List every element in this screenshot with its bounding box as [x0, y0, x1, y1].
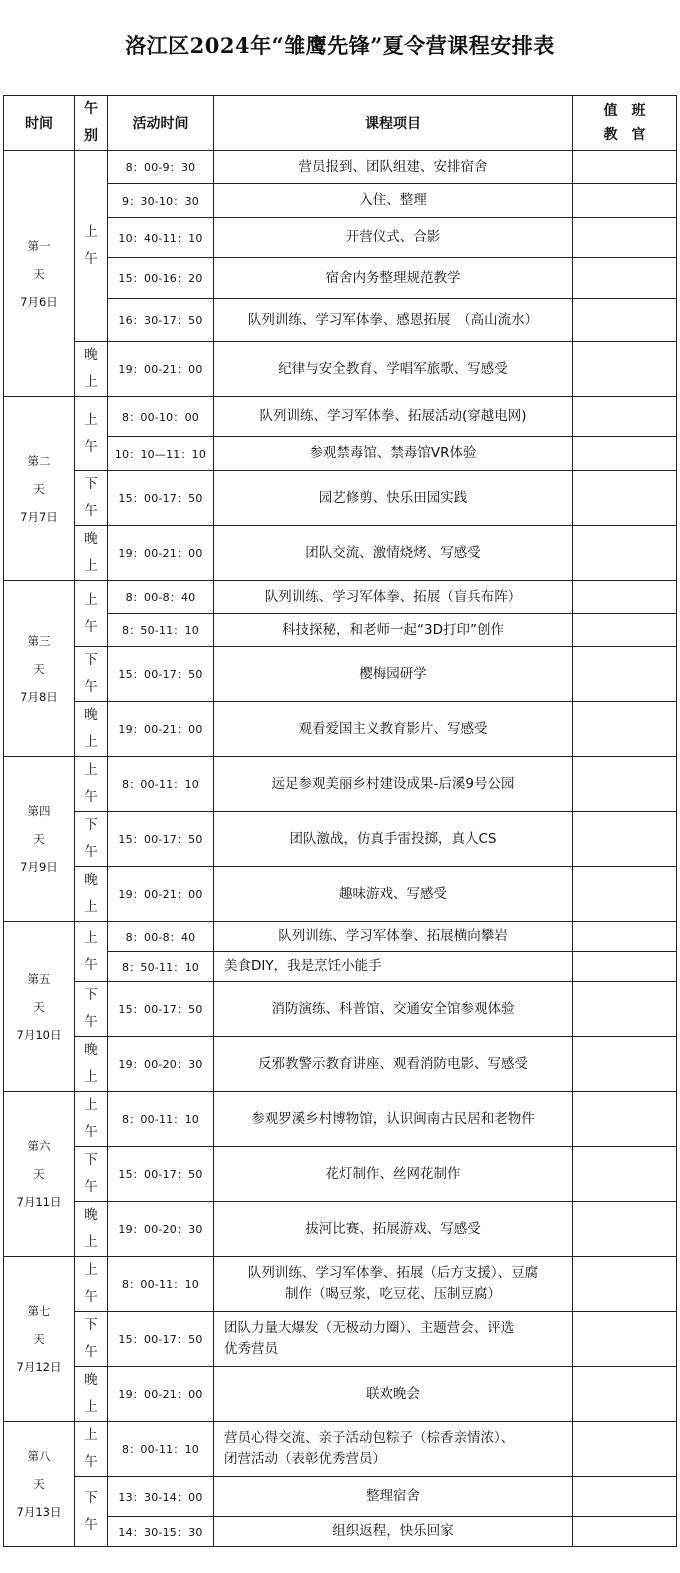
activity-cell: 团队交流、激情烧烤、写感受	[214, 526, 573, 581]
day-date: 7月12日	[16, 1360, 62, 1374]
duty-cell	[573, 952, 677, 982]
duty-cell	[573, 397, 677, 437]
table-row	[4, 922, 677, 952]
session-cell	[75, 1037, 108, 1092]
day-unit: 天	[33, 266, 45, 281]
day-unit: 天	[33, 1167, 45, 1181]
table-row	[4, 1477, 677, 1517]
header-session-line1: 午	[84, 101, 98, 117]
session-char: 午	[84, 1179, 98, 1195]
header-duty-line1: 值 班	[603, 103, 646, 119]
activity-cell: 拔河比赛、拓展游戏、写感受	[214, 1202, 573, 1257]
session-char: 午	[84, 1344, 98, 1360]
time-cell: 15：00-17：50	[108, 647, 214, 702]
duty-cell	[573, 1517, 677, 1547]
session-char: 下	[84, 1152, 98, 1168]
table-row	[4, 526, 677, 581]
session-char: 午	[84, 844, 98, 860]
duty-cell	[573, 471, 677, 526]
activity-cell: 园艺修剪、快乐田园实践	[214, 471, 573, 526]
session-char: 上	[84, 929, 98, 946]
day-cell	[4, 922, 75, 1092]
session-char: 下	[84, 1317, 98, 1333]
session-char: 上	[84, 224, 98, 240]
activity-line: 队列训练、学习军体拳、拓展（后方支援）、豆腐	[247, 1265, 539, 1281]
time-cell: 15：00-16：20	[108, 258, 214, 299]
day-number: 第一	[27, 238, 51, 253]
activity-line: 团队力量大爆发（无极动力圈）、主题营会、评选	[224, 1320, 515, 1336]
header-row	[4, 96, 677, 151]
time-cell: 15：00-17：50	[108, 471, 214, 526]
duty-cell	[573, 151, 677, 184]
header-time: 时间	[4, 96, 75, 151]
duty-cell	[573, 218, 677, 258]
activity-line: 营员心得交流、亲子活动包粽子（棕香亲情浓）、	[224, 1430, 515, 1446]
table-row	[4, 1202, 677, 1257]
session-cell	[75, 647, 108, 702]
table-row	[4, 1092, 677, 1147]
time-cell: 8：00-11：10	[108, 1422, 214, 1477]
activity-cell: 团队激战，仿真手雷投掷，真人CS	[214, 812, 573, 867]
activity-cell	[214, 1312, 573, 1367]
time-cell: 8：00-8：40	[108, 922, 214, 952]
day-cell	[4, 397, 75, 581]
session-cell	[75, 867, 108, 922]
time-cell: 16：30-17：50	[108, 299, 214, 342]
table-row	[4, 982, 677, 1037]
session-cell	[75, 812, 108, 867]
duty-cell	[573, 647, 677, 702]
session-char: 上	[84, 1262, 98, 1278]
duty-cell	[573, 1367, 677, 1422]
session-cell	[75, 342, 108, 397]
duty-cell	[573, 1202, 677, 1257]
time-cell: 19：00-21：00	[108, 342, 214, 397]
header-session	[75, 96, 108, 151]
duty-cell	[573, 867, 677, 922]
session-char: 晚	[84, 1372, 98, 1388]
time-cell: 14：30-15：30	[108, 1517, 214, 1547]
session-cell	[75, 1257, 108, 1312]
session-char: 晚	[84, 1207, 98, 1223]
day-number: 第六	[27, 1139, 51, 1153]
time-cell: 13：30-14：00	[108, 1477, 214, 1517]
time-cell: 19：00-21：00	[108, 526, 214, 581]
day-date: 7月8日	[20, 689, 58, 704]
day-date: 7月9日	[20, 860, 58, 874]
session-char: 午	[84, 1454, 98, 1470]
session-cell	[75, 1202, 108, 1257]
session-char: 午	[84, 679, 98, 695]
day-number: 第八	[27, 1449, 51, 1463]
table-row	[4, 1037, 677, 1092]
session-char: 午	[84, 1516, 98, 1533]
day-cell	[4, 1257, 75, 1422]
table-row	[4, 867, 677, 922]
session-char: 上	[84, 1069, 98, 1085]
session-cell	[75, 1367, 108, 1422]
day-cell	[4, 1422, 75, 1547]
activity-cell: 美食DIY，我是烹饪小能手	[214, 952, 573, 982]
day-unit: 天	[33, 481, 45, 496]
table-row	[4, 397, 677, 437]
session-cell	[75, 471, 108, 526]
session-char: 晚	[84, 707, 98, 723]
duty-cell	[573, 581, 677, 614]
day-cell	[4, 757, 75, 922]
activity-cell: 队列训练、学习军体拳、拓展横向攀岩	[214, 922, 573, 952]
activity-cell: 宿舍内务整理规范教学	[214, 258, 573, 299]
session-char: 下	[84, 1489, 98, 1506]
day-cell	[4, 151, 75, 397]
session-char: 上	[84, 374, 98, 390]
activity-cell: 队列训练、学习军体拳、拓展（盲兵布阵）	[214, 581, 573, 614]
table-row	[4, 1422, 677, 1477]
activity-cell: 消防演练、科普馆、交通安全馆参观体验	[214, 982, 573, 1037]
activity-line: 闭营活动（表彰优秀营员）	[224, 1451, 386, 1467]
session-cell	[75, 757, 108, 812]
duty-cell	[573, 342, 677, 397]
activity-cell: 纪律与安全教育、学唱军旅歌、写感受	[214, 342, 573, 397]
day-date: 7月7日	[20, 509, 58, 524]
session-char: 下	[84, 817, 98, 833]
day-number: 第三	[27, 633, 51, 648]
activity-cell: 队列训练、学习军体拳、感恩拓展 （高山流水）	[214, 299, 573, 342]
session-char: 上	[84, 591, 98, 608]
activity-cell: 参观罗溪乡村博物馆，认识闽南古民居和老物件	[214, 1092, 573, 1147]
session-char: 晚	[84, 531, 98, 547]
day-date: 7月13日	[16, 1505, 62, 1519]
activity-cell: 营员报到、团队组建、安排宿舍	[214, 151, 573, 184]
time-cell: 8：00-11：10	[108, 1092, 214, 1147]
activity-cell: 趣味游戏、写感受	[214, 867, 573, 922]
time-cell: 19：00-21：00	[108, 1367, 214, 1422]
duty-cell	[573, 258, 677, 299]
page-title: 洛江区2024年“雏鹰先锋”夏令营课程安排表	[125, 33, 555, 58]
duty-cell	[573, 1037, 677, 1092]
table-row	[4, 812, 677, 867]
time-cell: 19：00-20：30	[108, 1202, 214, 1257]
day-unit: 天	[33, 661, 45, 676]
activity-cell: 队列训练、学习军体拳、拓展活动(穿越电网)	[214, 397, 573, 437]
activity-cell: 整理宿舍	[214, 1477, 573, 1517]
session-char: 午	[84, 618, 98, 635]
time-cell: 19：00-21：00	[108, 867, 214, 922]
activity-cell: 反邪教警示教育讲座、观看消防电影、写感受	[214, 1037, 573, 1092]
session-cell	[75, 922, 108, 982]
activity-cell: 参观禁毒馆、禁毒馆VR体验	[214, 437, 573, 471]
time-cell: 8：50-11：10	[108, 952, 214, 982]
table-row	[4, 647, 677, 702]
time-cell: 8：00-8：40	[108, 581, 214, 614]
activity-cell: 远足参观美丽乡村建设成果-后溪9号公园	[214, 757, 573, 812]
session-cell	[75, 1312, 108, 1367]
duty-cell	[573, 1477, 677, 1517]
duty-cell	[573, 184, 677, 218]
session-cell	[75, 982, 108, 1037]
activity-line: 制作（喝豆浆，吃豆花、压制豆腐）	[285, 1286, 501, 1302]
session-char: 上	[84, 411, 98, 428]
activity-cell: 入住、整理	[214, 184, 573, 218]
activity-cell: 观看爱国主义教育影片、写感受	[214, 702, 573, 757]
duty-cell	[573, 614, 677, 647]
activity-cell: 科技探秘，和老师一起“3D打印”创作	[214, 614, 573, 647]
duty-cell	[573, 922, 677, 952]
time-cell: 15：00-17：50	[108, 1312, 214, 1367]
activity-cell	[214, 1257, 573, 1312]
time-cell: 9：30-10：30	[108, 184, 214, 218]
day-unit: 天	[33, 1332, 45, 1346]
session-char: 晚	[84, 1042, 98, 1058]
activity-cell: 联欢晚会	[214, 1367, 573, 1422]
session-cell	[75, 1422, 108, 1477]
session-char: 上	[84, 899, 98, 915]
table-row	[4, 1147, 677, 1202]
table-row	[4, 1312, 677, 1367]
session-char: 晚	[84, 872, 98, 888]
header-session-line2: 别	[84, 128, 98, 144]
time-cell: 10：40-11：10	[108, 218, 214, 258]
duty-cell	[573, 812, 677, 867]
time-cell: 15：00-17：50	[108, 1147, 214, 1202]
duty-cell	[573, 1147, 677, 1202]
session-char: 上	[84, 1097, 98, 1113]
duty-cell	[573, 757, 677, 812]
duty-cell	[573, 1422, 677, 1477]
duty-cell	[573, 1312, 677, 1367]
session-char: 下	[84, 476, 98, 492]
activity-cell	[214, 1422, 573, 1477]
session-char: 上	[84, 558, 98, 574]
session-char: 晚	[84, 347, 98, 363]
time-cell: 8：00-11：10	[108, 757, 214, 812]
table-row	[4, 757, 677, 812]
time-cell: 15：00-17：50	[108, 812, 214, 867]
time-cell: 15：00-17：50	[108, 982, 214, 1037]
day-number: 第五	[27, 971, 51, 986]
activity-cell: 组织返程，快乐回家	[214, 1517, 573, 1547]
day-unit: 天	[33, 832, 45, 846]
session-cell	[75, 151, 108, 342]
session-cell	[75, 581, 108, 647]
session-char: 午	[84, 789, 98, 805]
activity-line: 优秀营员	[224, 1341, 278, 1357]
day-unit: 天	[33, 1477, 45, 1491]
table-row	[4, 151, 677, 184]
day-date: 7月10日	[16, 1027, 62, 1042]
schedule-table	[3, 95, 677, 1547]
day-unit: 天	[33, 999, 45, 1014]
activity-cell: 开营仪式、合影	[214, 218, 573, 258]
session-char: 午	[84, 1014, 98, 1030]
duty-cell	[573, 982, 677, 1037]
table-row	[4, 1257, 677, 1312]
day-cell	[4, 581, 75, 757]
time-cell: 8：00-10：00	[108, 397, 214, 437]
session-char: 下	[84, 652, 98, 668]
session-cell	[75, 526, 108, 581]
session-char: 下	[84, 987, 98, 1003]
day-cell	[4, 1092, 75, 1257]
header-slot: 活动时间	[108, 96, 214, 151]
duty-cell	[573, 1092, 677, 1147]
day-number: 第四	[27, 804, 51, 818]
time-cell: 8：00-9：30	[108, 151, 214, 184]
session-char: 上	[84, 762, 98, 778]
table-row	[4, 471, 677, 526]
day-date: 7月11日	[16, 1195, 62, 1209]
session-char: 午	[84, 503, 98, 519]
session-char: 午	[84, 251, 98, 267]
duty-cell	[573, 526, 677, 581]
duty-cell	[573, 1257, 677, 1312]
day-date: 7月6日	[20, 294, 58, 309]
activity-cell: 樱梅园研学	[214, 647, 573, 702]
session-cell	[75, 397, 108, 471]
session-char: 午	[84, 1289, 98, 1305]
duty-cell	[573, 437, 677, 471]
session-char: 上	[84, 1399, 98, 1415]
time-cell: 8：50-11：10	[108, 614, 214, 647]
table-row	[4, 1367, 677, 1422]
time-cell: 8：00-11：10	[108, 1257, 214, 1312]
header-duty-line2: 教 官	[603, 127, 646, 143]
session-char: 上	[84, 1427, 98, 1443]
time-cell: 19：00-20：30	[108, 1037, 214, 1092]
table-row	[4, 581, 677, 614]
time-cell: 19：00-21：00	[108, 702, 214, 757]
session-char: 午	[84, 1124, 98, 1140]
table-row	[4, 342, 677, 397]
session-cell	[75, 1092, 108, 1147]
session-char: 午	[84, 438, 98, 455]
session-cell	[75, 702, 108, 757]
table-row	[4, 702, 677, 757]
day-number: 第二	[27, 453, 51, 468]
session-cell	[75, 1147, 108, 1202]
duty-cell	[573, 702, 677, 757]
duty-cell	[573, 299, 677, 342]
day-number: 第七	[27, 1304, 51, 1318]
header-duty	[573, 96, 677, 151]
session-char: 午	[84, 956, 98, 973]
session-char: 上	[84, 1234, 98, 1250]
activity-cell: 花灯制作、丝网花制作	[214, 1147, 573, 1202]
session-cell	[75, 1477, 108, 1547]
session-char: 上	[84, 734, 98, 750]
header-course: 课程项目	[214, 96, 573, 151]
time-cell: 10：10—11：10	[108, 437, 214, 471]
